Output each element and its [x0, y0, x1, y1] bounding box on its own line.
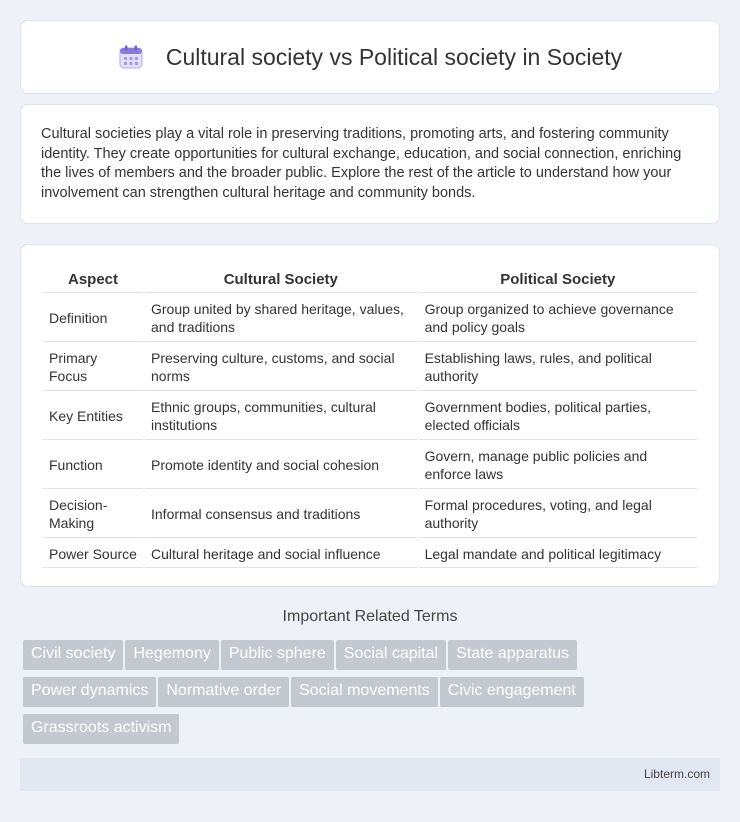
page-title: Cultural society vs Political society in Society — [165, 43, 623, 70]
table-cell-political: Group organized to achieve governance and policy goals — [419, 295, 697, 342]
table-cell-aspect: Definition — [43, 295, 143, 342]
table-cell-aspect: Key Entities — [43, 393, 143, 440]
tag-power-dynamics[interactable]: Power dynamics — [23, 677, 156, 707]
table-cell-cultural: Cultural heritage and social influence — [145, 540, 417, 568]
comparison-card — [20, 244, 720, 587]
table-cell-aspect: Primary Focus — [43, 344, 143, 391]
related-terms-list — [23, 640, 623, 751]
table-row — [43, 344, 697, 391]
tag-grassroots-activism[interactable]: Grassroots activism — [23, 714, 179, 744]
table-row — [43, 491, 697, 538]
column-header-cultural: Cultural Society — [145, 267, 417, 293]
table-cell-cultural: Ethnic groups, communities, cultural institutions — [145, 393, 417, 440]
column-header-political: Political Society — [419, 267, 697, 293]
table-cell-cultural: Group united by shared heritage, values, and traditions — [145, 295, 417, 342]
tag-normative-order[interactable]: Normative order — [158, 677, 289, 707]
table-cell-cultural: Informal consensus and traditions — [145, 491, 417, 538]
table-cell-aspect: Power Source — [43, 540, 143, 568]
table-cell-cultural: Preserving culture, customs, and social norms — [145, 344, 417, 391]
table-header-row — [43, 267, 697, 293]
table-cell-political: Government bodies, political parties, elected officials — [419, 393, 697, 440]
table-cell-aspect: Decision-Making — [43, 491, 143, 538]
tag-hegemony[interactable]: Hegemony — [125, 640, 218, 670]
related-terms-title: Important Related Terms — [282, 608, 458, 625]
table-row — [43, 540, 697, 568]
column-header-aspect: Aspect — [43, 267, 143, 293]
comparison-table — [41, 265, 699, 570]
intro-text: Cultural societies play a vital role in preserving traditions, promoting arts, and fostering community identity. They create opportunities for cultural exchange, education, and social connection, enriching the lives of members and the broader public. Explore the rest of the article to understand how your involvement can strengthen cultural heritage and community bonds. — [41, 126, 682, 201]
tag-civil-society[interactable]: Civil society — [23, 640, 123, 670]
table-cell-cultural: Promote identity and social cohesion — [145, 442, 417, 489]
table-cell-political: Govern, manage public policies and enforce laws — [419, 442, 697, 489]
table-row — [43, 442, 697, 489]
tag-social-capital[interactable]: Social capital — [336, 640, 446, 670]
footer-site-link[interactable]: Libterm.com — [643, 767, 710, 781]
table-cell-political: Formal procedures, voting, and legal authority — [419, 491, 697, 538]
table-row — [43, 295, 697, 342]
tag-civic-engagement[interactable]: Civic engagement — [440, 677, 584, 707]
table-cell-political: Legal mandate and political legitimacy — [419, 540, 697, 568]
calendar-icon — [118, 44, 144, 70]
tag-public-sphere[interactable]: Public sphere — [221, 640, 334, 670]
table-cell-political: Establishing laws, rules, and political authority — [419, 344, 697, 391]
table-row — [43, 393, 697, 440]
header-card — [20, 20, 720, 94]
tag-state-apparatus[interactable]: State apparatus — [448, 640, 577, 670]
intro-card — [20, 104, 720, 224]
footer — [20, 758, 720, 791]
tag-social-movements[interactable]: Social movements — [291, 677, 438, 707]
table-cell-aspect: Function — [43, 442, 143, 489]
